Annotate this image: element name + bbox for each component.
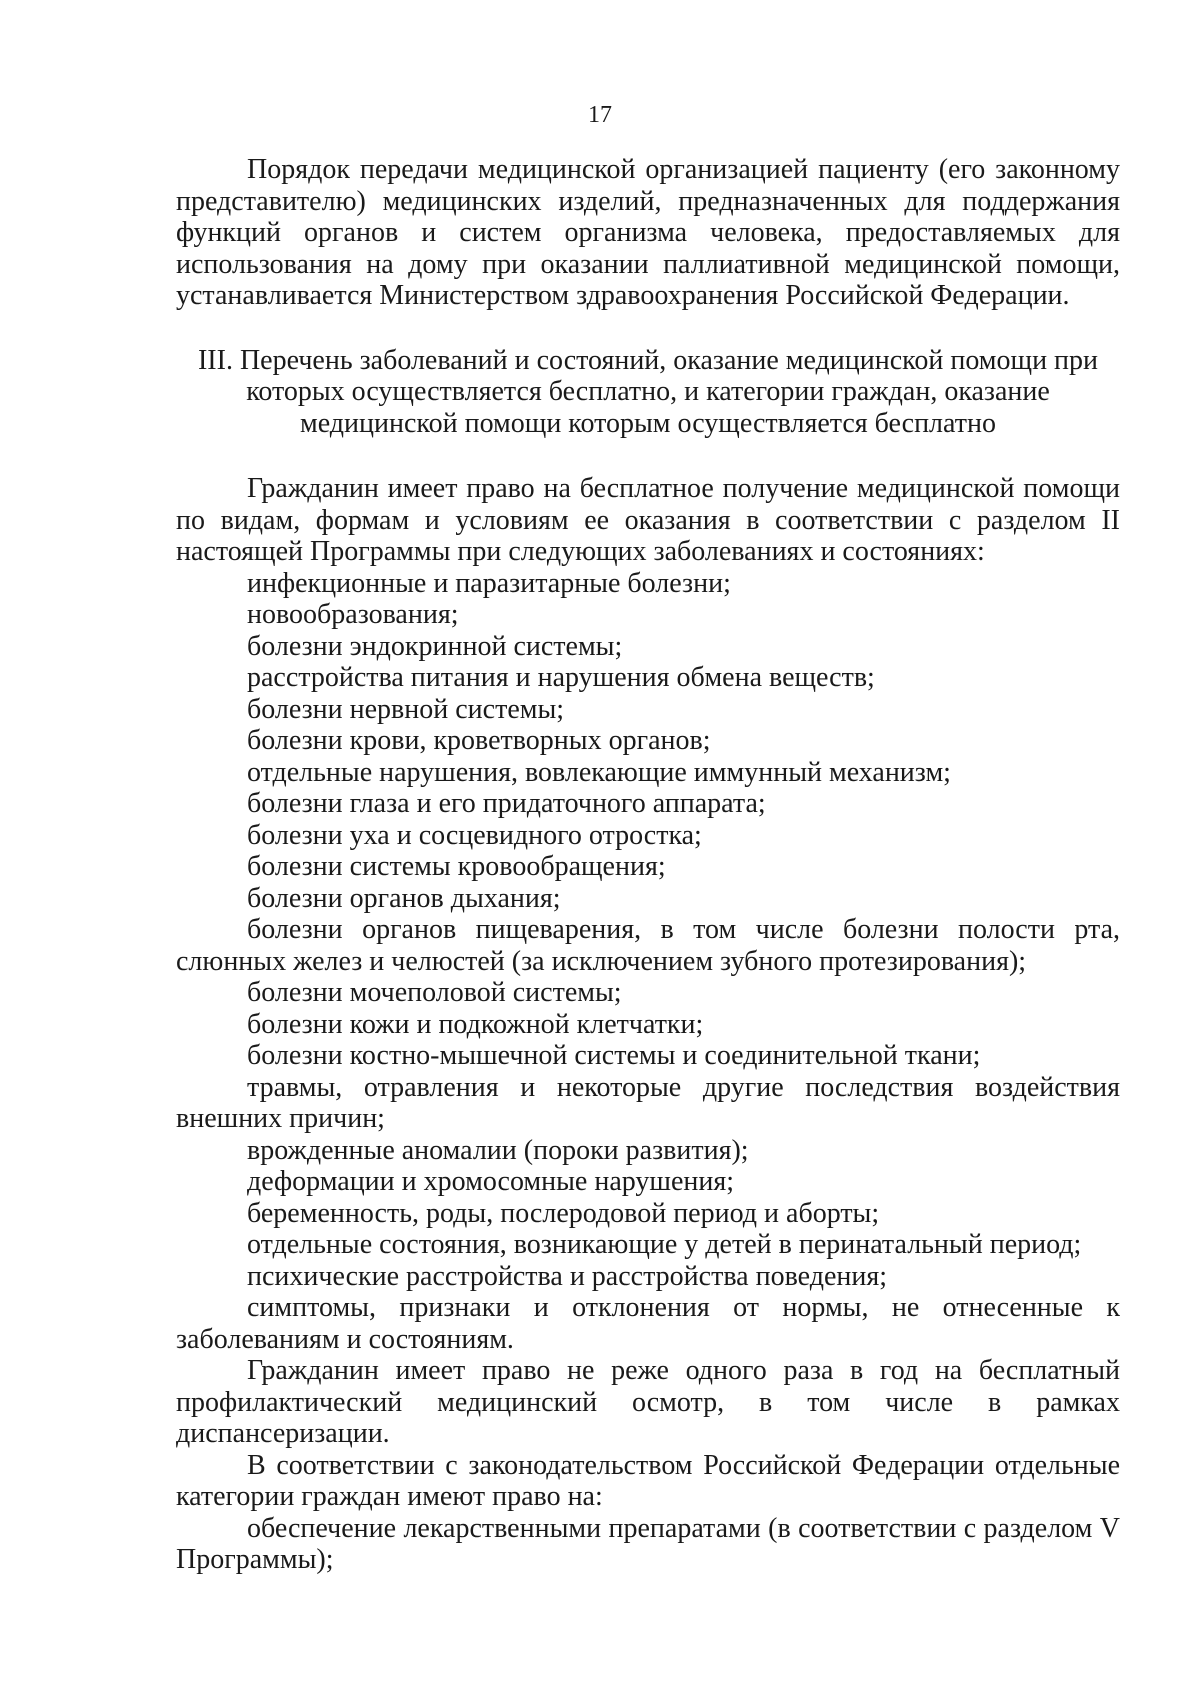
list-item: врожденные аномалии (пороки развития); <box>247 1134 749 1166</box>
document-body <box>176 154 1120 1576</box>
list-item: отдельные состояния, возникающие у детей в перинатальный период; <box>247 1229 1082 1260</box>
list-item: болезни крови, кроветворных органов; <box>247 725 711 756</box>
list-item: болезни глаза и его придаточного аппарата; <box>247 788 766 819</box>
list-item: психические расстройства и расстройства поведения; <box>247 1260 887 1292</box>
list-item: болезни органов дыхания; <box>247 882 561 914</box>
list-item: болезни уха и сосцевидного отростка; <box>247 819 702 851</box>
categories-paragraph: В соответствии с законодательством Российской Федерации отдельные категории граждан имеют право на: <box>176 1449 1120 1512</box>
list-item: деформации и хромосомные нарушения; <box>247 1166 735 1197</box>
list-item: болезни органов пищеварения, в том числе болезни полости рта, слюнных желез и челюстей (за исключением зубного протезирования); <box>176 914 1120 977</box>
list-item: болезни костно-мышечной системы и соединительной ткани; <box>247 1040 981 1071</box>
section-heading: III. Перечень заболеваний и состояний, оказание медицинской помощи при которых осуществляется бесплатно, и категории граждан, оказание медицинской помощи которым осуществляется бесплатно <box>197 344 1099 439</box>
intro-paragraph: Порядок передачи медицинской организацией пациенту (его законному представителю) медицинских изделий, предназначенных для поддержания функций органов и систем организма человека, предоставляемых для использования на дому при оказании паллиативной медицинской помощи, устанавливается Министерством здравоохранения Российской Федерации. <box>176 154 1120 311</box>
list-item: болезни кожи и подкожной клетчатки; <box>247 1008 704 1040</box>
list-item: симптомы, признаки и отклонения от нормы, не отнесенные к заболеваниям и состояниям. <box>176 1292 1120 1355</box>
categories-item: обеспечение лекарственными препаратами (в соответствии с разделом V Программы); <box>176 1512 1120 1575</box>
list-item: болезни системы кровообращения; <box>247 851 666 882</box>
list-item: новообразования; <box>247 599 459 630</box>
list-item: беременность, роды, послеродовой период и аборты; <box>247 1197 880 1229</box>
list-item: отдельные нарушения, вовлекающие иммунный механизм; <box>247 756 951 788</box>
list-item: болезни эндокринной системы; <box>247 630 623 662</box>
list-item: травмы, отравления и некоторые другие последствия воздействия внешних причин; <box>176 1071 1120 1134</box>
diseases-list <box>176 568 1120 1356</box>
checkup-paragraph: Гражданин имеет право не реже одного раза в год на бесплатный профилактический медицинский осмотр, в том числе в рамках диспансеризации. <box>176 1355 1120 1449</box>
list-item: расстройства питания и нарушения обмена веществ; <box>247 662 875 693</box>
list-item: инфекционные и паразитарные болезни; <box>247 567 731 599</box>
page-number: 17 <box>588 102 612 128</box>
list-item: болезни нервной системы; <box>247 693 565 725</box>
list-item: болезни мочеполовой системы; <box>247 977 622 1008</box>
rights-paragraph: Гражданин имеет право на бесплатное получение медицинской помощи по видам, формам и условиям ее оказания в соответствии с разделом II настоящей Программы при следующих заболеваниях и состояниях: <box>176 473 1120 567</box>
